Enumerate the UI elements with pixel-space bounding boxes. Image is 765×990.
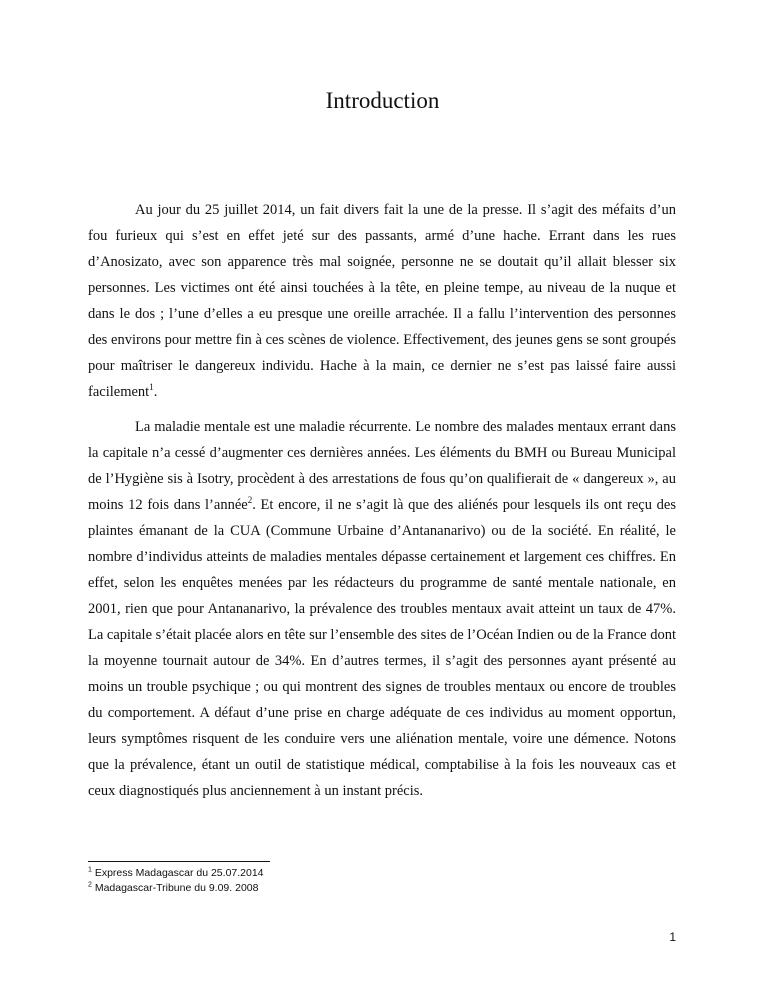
paragraph-2-text: La maladie mentale est une maladie récurrente. Le nombre des malades mentaux errant dans la capitale n’a cessé d’augmenter ces dernières années. Les éléments du BMH ou Bureau Municipal de l’Hygiène sis à Isotry, procèdent à des arrestations de fous qu’on qualifierait de « dangereux », au moins 12 fois dans l’année <box>88 419 676 513</box>
footnotes <box>88 866 588 896</box>
footnote-2-text: Madagascar-Tribune du 9.09. 2008 <box>94 882 259 894</box>
footnote-ref-2: 2 <box>247 495 253 506</box>
paragraph-2 <box>88 414 676 804</box>
page-title: Introduction <box>325 88 440 113</box>
body-text <box>88 197 676 813</box>
footnote-1-text: Express Madagascar du 25.07.2014 <box>94 867 264 879</box>
footnote-2 <box>88 881 588 896</box>
footnote-separator <box>88 861 270 862</box>
paragraph-1 <box>88 197 676 405</box>
footnote-2-number: 2 <box>88 881 92 889</box>
paragraph-1-end: . <box>153 384 158 400</box>
footnote-1-number: 1 <box>88 866 92 874</box>
paragraph-2-end: . Et encore, il ne s’agit là que des aliénés pour lesquels ils ont reçu des plaintes émanant de la CUA (Commune Urbaine d’Antananarivo) ou de la société. En réalité, le nombre d’individus atteints de maladies mentales dépasse certainement et largement ces chiffres. En effet, selon les enquêtes menées par les rédacteurs du programme de santé mentale nationale, en 2001, rien que pour Antananarivo, la prévalence des troubles mentaux avait atteint un taux de 47%. La capitale s’était placée alors en tête sur l’ensemble des sites de l’Océan Indien ou de la France dont la moyenne tournait autour de 34%. En d’autres termes, il s’agit des personnes ayant présenté au moins un trouble psychique ; ou qui montrent des signes de troubles mentaux ou encore de troubles du comportement. A défaut d’une prise en charge adéquate de ces individus au moment opportun, leurs symptômes risquent de les conduire vers une aliénation mentale, voire une démence. Notons que la prévalence, étant un outil de statistique médical, comptabilise à la fois les nouveaux cas et ceux diagnostiqués plus anciennement à un instant précis. <box>88 497 676 799</box>
footnote-ref-1: 1 <box>149 382 154 393</box>
footnote-1 <box>88 866 588 881</box>
paragraph-1-text: Au jour du 25 juillet 2014, un fait divers fait la une de la presse. Il s’agit des méfaits d’un fou furieux qui s’est en effet jeté sur des passants, armé d’une hache. Errant dans les rues d’Anosizato, avec son apparence très mal soignée, personne ne se doutait qu’il allait blesser six personnes. Les victimes ont été ainsi touchées à la tête, en pleine tempe, au niveau de la nuque et dans le dos ; l’une d’elles a eu presque une oreille arrachée. Il a fallu l’intervention des personnes des environs pour mettre fin à ces scènes de violence. Effectivement, des jeunes gens se sont groupés pour maîtriser le dangereux individu. Hache à la main, ce dernier ne s’est pas laissé faire aussi facilement <box>88 202 676 400</box>
page-number: 1 <box>669 930 676 944</box>
